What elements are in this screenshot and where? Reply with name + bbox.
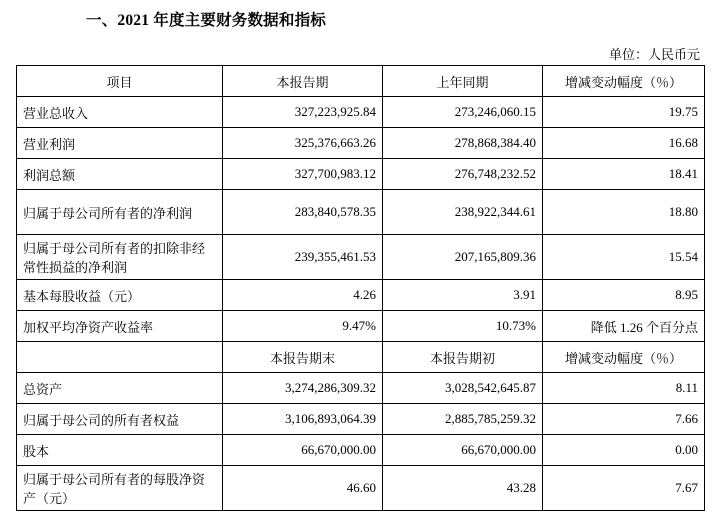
table-row	[17, 373, 705, 404]
table-row	[17, 404, 705, 435]
table-row	[17, 280, 705, 311]
row-value-current: 9.47%	[223, 311, 383, 342]
row-value-prior: 276,748,232.52	[383, 159, 543, 190]
column-header-period-begin: 本报告期初	[383, 342, 543, 373]
table-row	[17, 311, 705, 342]
row-label: 利润总额	[17, 159, 223, 190]
column-header-current-period: 本报告期	[223, 66, 383, 97]
row-label: 基本每股收益（元）	[17, 280, 223, 311]
row-value-current: 239,355,461.53	[223, 235, 383, 280]
column-header-change-pct-2: 增减变动幅度（％）	[543, 342, 705, 373]
row-value-prior: 278,868,384.40	[383, 128, 543, 159]
row-value-begin: 2,885,785,259.32	[383, 404, 543, 435]
row-value-current: 325,376,663.26	[223, 128, 383, 159]
row-value-current: 283,840,578.35	[223, 190, 383, 235]
table-row	[17, 466, 705, 511]
row-value-change: 8.11	[543, 373, 705, 404]
row-label: 加权平均净资产收益率	[17, 311, 223, 342]
row-label: 营业利润	[17, 128, 223, 159]
row-value-change: 降低 1.26 个百分点	[543, 311, 705, 342]
row-value-change: 19.75	[543, 97, 705, 128]
unit-note: 单位：人民币元	[608, 47, 700, 62]
row-value-prior: 10.73%	[383, 311, 543, 342]
page-title: 一、2021 年度主要财务数据和指标	[86, 12, 326, 29]
row-value-begin: 43.28	[383, 466, 543, 511]
row-value-change: 16.68	[543, 128, 705, 159]
row-value-current: 327,700,983.12	[223, 159, 383, 190]
row-value-change: 7.66	[543, 404, 705, 435]
table-row	[17, 128, 705, 159]
row-value-end: 3,106,893,064.39	[223, 404, 383, 435]
table-header-row	[17, 66, 705, 97]
row-value-change: 7.67	[543, 466, 705, 511]
row-value-end: 3,274,286,309.32	[223, 373, 383, 404]
row-label: 股本	[17, 435, 223, 466]
table-row	[17, 159, 705, 190]
table-subheader-row	[17, 342, 705, 373]
row-label: 总资产	[17, 373, 223, 404]
table-row	[17, 235, 705, 280]
row-value-change: 18.80	[543, 190, 705, 235]
row-value-begin: 3,028,542,645.87	[383, 373, 543, 404]
table-row	[17, 435, 705, 466]
row-label: 归属于母公司所有者的每股净资产（元）	[17, 466, 223, 511]
row-value-prior: 3.91	[383, 280, 543, 311]
row-label: 归属于母公司的所有者权益	[17, 404, 223, 435]
row-value-change: 15.54	[543, 235, 705, 280]
column-header-change-pct: 增减变动幅度（％）	[543, 66, 705, 97]
row-value-end: 66,670,000.00	[223, 435, 383, 466]
row-label: 归属于母公司所有者的净利润	[17, 190, 223, 235]
table-row	[17, 190, 705, 235]
row-value-prior: 238,922,344.61	[383, 190, 543, 235]
row-label: 营业总收入	[17, 97, 223, 128]
row-value-change: 0.00	[543, 435, 705, 466]
row-value-begin: 66,670,000.00	[383, 435, 543, 466]
row-label: 归属于母公司所有者的扣除非经常性损益的净利润	[17, 235, 223, 280]
row-value-change: 18.41	[543, 159, 705, 190]
column-header-period-end: 本报告期末	[223, 342, 383, 373]
subheader-blank	[17, 342, 223, 373]
column-header-prior-period: 上年同期	[383, 66, 543, 97]
column-header-item: 项目	[17, 66, 223, 97]
financial-summary-table	[16, 65, 705, 511]
row-value-prior: 207,165,809.36	[383, 235, 543, 280]
row-value-end: 46.60	[223, 466, 383, 511]
row-value-prior: 273,246,060.15	[383, 97, 543, 128]
row-value-current: 4.26	[223, 280, 383, 311]
table-row	[17, 97, 705, 128]
row-value-change: 8.95	[543, 280, 705, 311]
row-value-current: 327,223,925.84	[223, 97, 383, 128]
